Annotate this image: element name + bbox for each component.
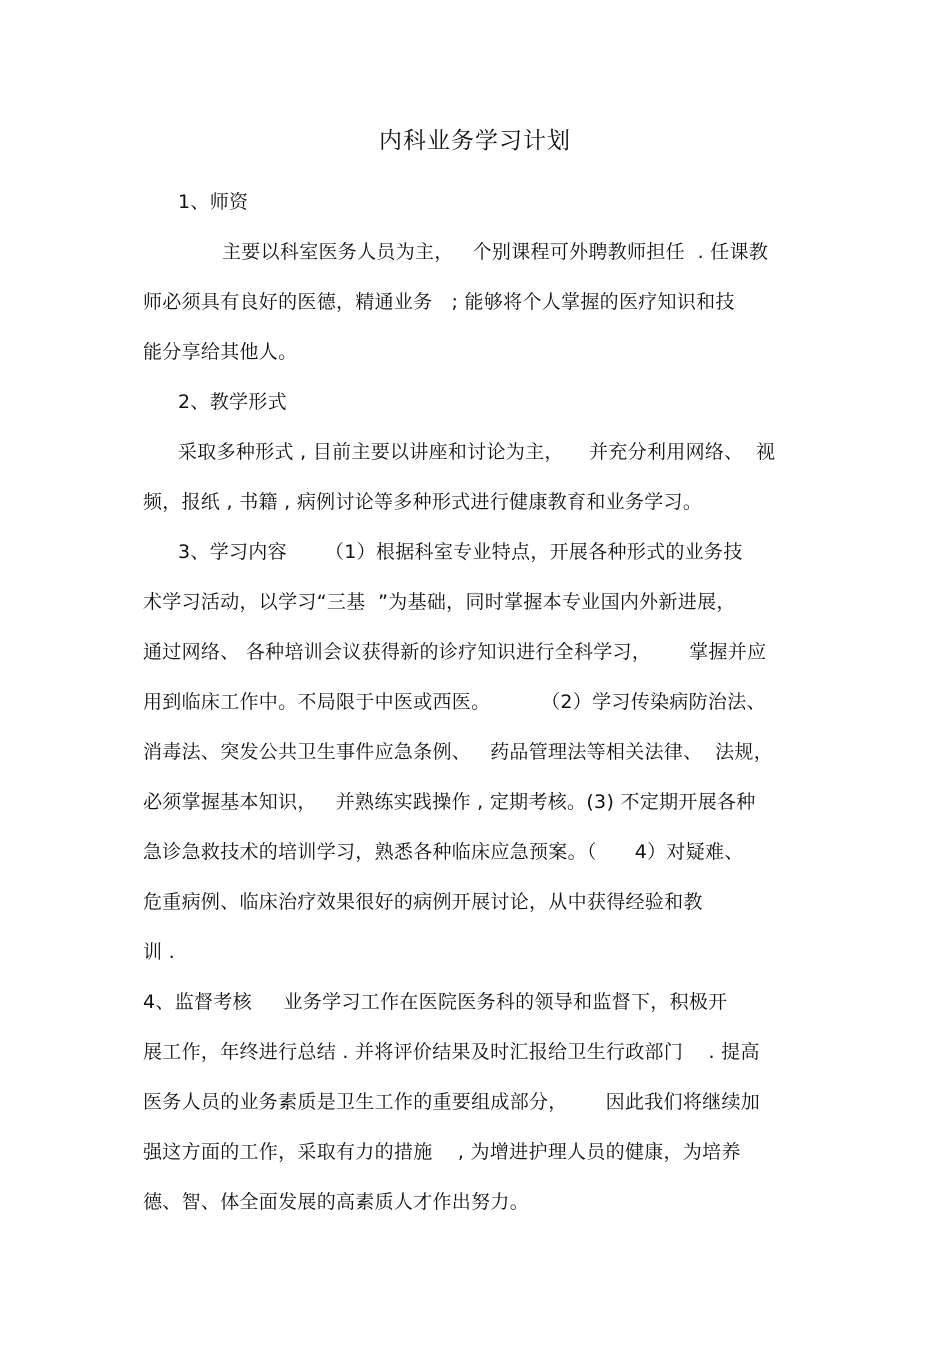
paragraph-line: 消毒法、突发公共卫生事件应急条例、 药品管理法等相关法律、 法规，: [143, 741, 773, 763]
paragraph-line: 能分享给其他人。: [143, 341, 298, 363]
paragraph-line: 必须掌握基本知识， 并熟练实践操作 , 定期考核。(3) 不定期开展各种: [143, 791, 756, 813]
paragraph-line: 强这方面的工作，采取有力的措施 , 为增进护理人员的健康，为培养: [143, 1141, 741, 1163]
paragraph-line: 主要以科室医务人员为主， 个别课程可外聘教师担任 . 任课教: [222, 241, 769, 263]
section-heading-teachers: 1、师资: [178, 191, 249, 213]
paragraph-line: 通过网络、 各种培训会议获得新的诊疗知识进行全科学习， 掌握并应: [143, 641, 767, 663]
document-title: 内科业务学习计划: [379, 128, 571, 154]
paragraph-line: 频，报纸 , 书籍 , 病例讨论等多种形式进行健康教育和业务学习。: [143, 491, 703, 513]
section-heading-teaching-form: 2、教学形式: [178, 391, 287, 413]
paragraph-line: 采取多种形式 , 目前主要以讲座和讨论为主， 并充分利用网络、 视: [178, 441, 776, 463]
paragraph-line: 医务人员的业务素质是卫生工作的重要组成部分， 因此我们将继续加: [143, 1091, 761, 1113]
paragraph-line: 危重病例、临床治疗效果很好的病例开展讨论，从中获得经验和教: [143, 891, 703, 913]
section-heading-supervision: 4、监督考核 业务学习工作在医院医务科的领导和监督下，积极开: [143, 991, 728, 1013]
paragraph-line: 展工作，年终进行总结 . 并将评价结果及时汇报给卫生行政部门 . 提高: [143, 1041, 760, 1063]
paragraph-line: 急诊急救技术的培训学习，熟悉各种临床应急预案。（ 4）对疑难、: [143, 841, 744, 863]
paragraph-line: 德、智、体全面发展的高素质人才作出努力。: [143, 1191, 530, 1213]
paragraph-line: 师必须具有良好的医德，精通业务 ; 能够将个人掌握的医疗知识和技: [143, 291, 735, 313]
paragraph-line: 训 .: [143, 941, 175, 963]
section-heading-content: 3、学习内容 （1）根据科室专业特点，开展各种形式的业务技: [178, 541, 743, 563]
paragraph-line: 用到临床工作中。不局限于中医或西医。 （2）学习传染病防治法、: [143, 691, 766, 713]
paragraph-line: 术学习活动，以学习“三基 ”为基础，同时掌握本专业国内外新进展，: [143, 591, 736, 613]
